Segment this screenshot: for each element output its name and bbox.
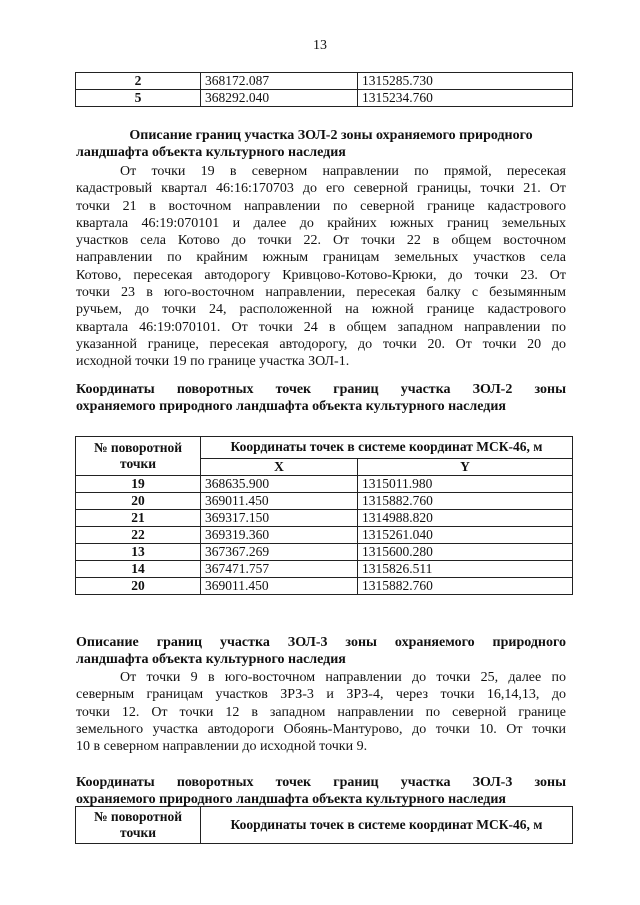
paragraph-line: квартала 46:19:070101 и далее до крайних южных границ земельных [76, 215, 566, 231]
paragraph-line: участков села Котово до точки 22. От точки 22 в общем восточном [76, 233, 566, 249]
coordinates-table-continued [75, 72, 573, 107]
table-row [76, 561, 573, 578]
heading-line: охраняемого природного ландшафта объекта культурного наследия [76, 399, 506, 414]
x-cell: 368172.087 [201, 73, 358, 90]
paragraph-line: точки 12. От точки 12 в западном направлении по северной границе [76, 704, 566, 720]
table-row [76, 476, 573, 493]
heading-line: ландшафта объекта культурного наследия [76, 652, 346, 667]
paragraph-line: исходной точки 19 по границе участка ЗОЛ-1. [76, 354, 350, 370]
zol2-coordinates-heading [76, 381, 566, 415]
page-number: 13 [313, 38, 327, 53]
heading-line: Описание границ участка ЗОЛ-2 зоны охраняемого природного [129, 128, 533, 143]
x-cell: 369317.150 [201, 510, 358, 527]
heading-line: Координаты поворотных точек границ участка ЗОЛ-3 зоны [76, 775, 566, 790]
zol3-coordinates-heading [76, 774, 566, 808]
y-cell: 1315011.980 [358, 476, 573, 493]
point-cell: 19 [76, 476, 201, 493]
y-cell: 1315882.760 [358, 493, 573, 510]
paragraph-line: ручьем, до точки 24, расположенной на южной границе кадастрового [76, 302, 566, 318]
table-header-row [76, 437, 573, 459]
y-cell: 1315285.730 [358, 73, 573, 90]
point-cell: 5 [76, 90, 201, 107]
paragraph-line: кадастровый квартал 46:16:170703 до его северной границы, точки 21. От [76, 181, 566, 197]
zol3-description-paragraph [76, 669, 566, 755]
y-cell: 1315234.760 [358, 90, 573, 107]
paragraph-line: Котово, пересекая автодорогу Кривцово-Котово-Крюки, до точки 23. От [76, 267, 566, 283]
paragraph-line: От точки 9 в юго-восточном направлении до точки 25, далее по [120, 670, 566, 685]
paragraph-line: От точки 19 в северном направлении по прямой, пересекая [120, 164, 566, 179]
point-cell: 2 [76, 73, 201, 90]
paragraph-line: земельного участка автодороги Обоянь-Мантурово, до точки 10. От точки [76, 721, 566, 737]
paragraph-line: направлении по крайним южным границам земельных участков села [76, 250, 566, 266]
point-cell: 20 [76, 578, 201, 595]
paragraph-line: квартала 46:19:070101. От точки 24 в общем западном направлении по [76, 319, 566, 335]
zol2-coordinates-table [75, 436, 573, 595]
x-cell: 368292.040 [201, 90, 358, 107]
heading-line: Координаты поворотных точек границ участка ЗОЛ-2 зоны [76, 382, 566, 397]
x-cell: 367367.269 [201, 544, 358, 561]
paragraph-line: указанной границе, пересекая автодорогу, до точки 20. От точки 20 до [76, 336, 566, 352]
zol3-description-heading [76, 634, 566, 668]
table-row [76, 544, 573, 561]
paragraph-line: 10 в северном направлении до исходной точки 9. [76, 739, 368, 755]
header-coords: Координаты точек в системе координат МСК-46, м [201, 437, 573, 459]
x-cell: 367471.757 [201, 561, 358, 578]
header-coords: Координаты точек в системе координат МСК-46, м [201, 807, 573, 844]
y-cell: 1315826.511 [358, 561, 573, 578]
paragraph-line: точки 23 в юго-восточном направлении, пересекая балку с безымянным [76, 285, 566, 301]
x-cell: 369011.450 [201, 493, 358, 510]
header-point: № поворотной точки [76, 807, 201, 844]
table-header-row [76, 807, 573, 844]
paragraph-line: точки 21 в восточном направлении по северной границе кадастрового [76, 198, 566, 214]
heading-line: охраняемого природного ландшафта объекта культурного наследия [76, 792, 506, 807]
table-row [76, 493, 573, 510]
x-cell: 368635.900 [201, 476, 358, 493]
zol2-description-heading [76, 127, 566, 161]
table-row [76, 527, 573, 544]
point-cell: 22 [76, 527, 201, 544]
paragraph-line: северным границам участков ЗРЗ-3 и ЗРЗ-4, через точки 16,14,13, до [76, 687, 566, 703]
x-cell: 369011.450 [201, 578, 358, 595]
y-cell: 1315261.040 [358, 527, 573, 544]
header-x: X [201, 458, 358, 475]
point-cell: 20 [76, 493, 201, 510]
y-cell: 1315882.760 [358, 578, 573, 595]
point-cell: 13 [76, 544, 201, 561]
heading-line: Описание границ участка ЗОЛ-3 зоны охраняемого природного [76, 635, 566, 650]
table-row [76, 510, 573, 527]
x-cell: 369319.360 [201, 527, 358, 544]
y-cell: 1314988.820 [358, 510, 573, 527]
table-row [76, 73, 573, 90]
table-row [76, 578, 573, 595]
header-y: Y [358, 458, 573, 475]
y-cell: 1315600.280 [358, 544, 573, 561]
zol3-coordinates-table [75, 806, 573, 844]
heading-line: ландшафта объекта культурного наследия [76, 145, 346, 160]
zol2-description-paragraph [76, 163, 566, 371]
header-point: № поворотной точки [76, 437, 201, 476]
table-row [76, 90, 573, 107]
point-cell: 14 [76, 561, 201, 578]
point-cell: 21 [76, 510, 201, 527]
